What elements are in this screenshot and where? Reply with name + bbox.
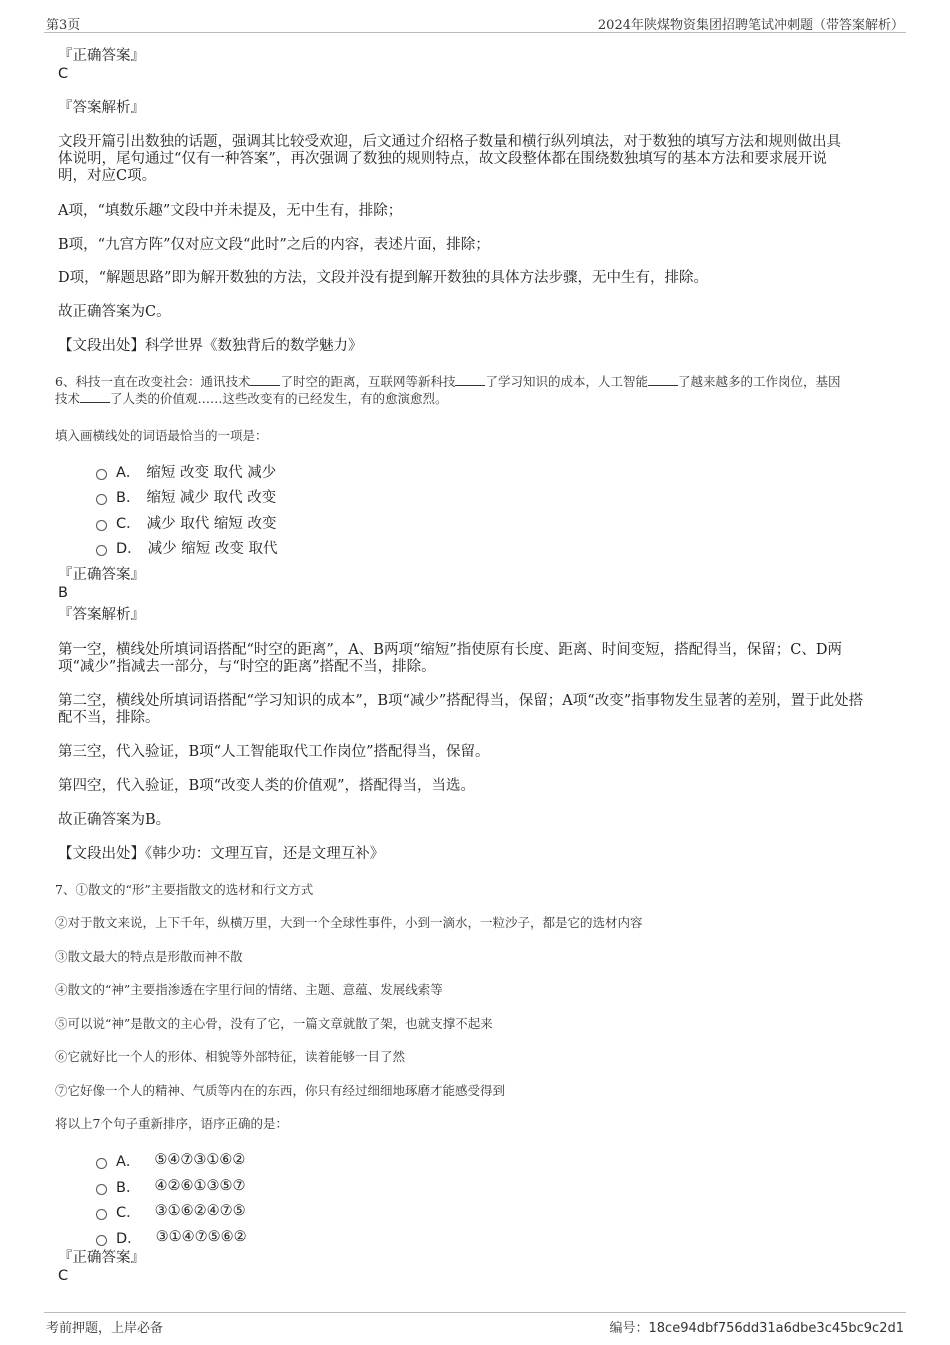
q7-option-a[interactable]: A． ⑤④⑦③①⑥②: [96, 1150, 245, 1170]
q5-analysis-option-d: D项，“解题思路”即为解开数独的方法，文段并没有提到解开数独的具体方法步骤，无中生有，排除。: [58, 270, 708, 286]
document-title: 2024年陕煤物资集团招聘笔试冲刺题（带答案解析）: [597, 18, 904, 33]
q6-analysis-blank3: 第三空，代入验证，B项“人工智能取代工作岗位”搭配得当，保留。: [58, 744, 490, 760]
q6-answer: B: [58, 585, 68, 601]
blank: [455, 373, 485, 386]
q6-prompt: 填入画横线处的词语最恰当的一项是：: [55, 428, 268, 443]
blank: [648, 373, 678, 386]
q6-option-c[interactable]: C． 减少 取代 缩短 改变: [96, 512, 276, 532]
q7-sentence-7: ⑦它好像一个人的精神、气质等内在的东西，你只有经过细细地琢磨才能感受得到: [55, 1083, 506, 1098]
q5-source: [58, 338, 888, 355]
document-code: 编号：18ce94dbf756dd31a6dbe3c45bc9c2d1: [609, 1321, 904, 1336]
q7-option-d[interactable]: D． ③①④⑦⑤⑥②: [96, 1227, 247, 1247]
correct-answer-label: 『正确答案』: [58, 48, 145, 64]
q6-analysis-blank1: 第一空，横线处所填词语搭配“时空的距离”，A、B两项“缩短”指使原有长度、距离、时间变短，搭配得当，保留；C、D两 项“减少”指减去一部分，与“时空的距离”搭配不当，排除。: [58, 642, 842, 675]
q7-answer: C: [58, 1268, 69, 1284]
radio-icon[interactable]: [96, 494, 107, 505]
q5-analysis-option-a: A项，“填数乐趣”文段中并未提及，无中生有，排除；: [58, 203, 403, 219]
blank: [80, 390, 110, 403]
q6-source-text: 《韩少功：文理互盲，还是文理互补》: [145, 846, 385, 862]
radio-icon[interactable]: [96, 1235, 107, 1246]
correct-answer-label: 『正确答案』: [58, 1250, 145, 1266]
footer-slogan: 考前押题，上岸必备: [46, 1321, 164, 1336]
q5-analysis-para: 文段开篇引出数独的话题，强调其比较受欢迎，后文通过介绍格子数量和横行纵列填法，对于数独的填写方法和规则做出具 体说明，尾句通过“仅有一种答案”，再次强调了数独的规则特点，故文段整体都在围绕数独填写的基本方法和要求展开说 明，对应C项。: [58, 134, 841, 184]
correct-answer-label: 『正确答案』: [58, 567, 145, 583]
q6-analysis-blank4: 第四空，代入验证，B项“改变人类的价值观”，搭配得当，当选。: [58, 778, 475, 794]
q7-sentence-2: ②对于散文来说，上下千年，纵横万里，大到一个全球性事件，小到一滴水，一粒沙子，都是它的选材内容: [55, 915, 643, 930]
q7-option-c[interactable]: C． ③①⑥②④⑦⑤: [96, 1201, 246, 1221]
q6-conclusion: 故正确答案为B。: [58, 812, 171, 828]
radio-icon[interactable]: [96, 1184, 107, 1195]
q5-conclusion: 故正确答案为C。: [58, 304, 171, 320]
radio-icon[interactable]: [96, 469, 107, 480]
q7-sentence-4: ④散文的“神”主要指渗透在字里行间的情绪、主题、意蕴、发展线索等: [55, 982, 443, 997]
page-footer: [44, 1312, 906, 1335]
q6-analysis-blank2: 第二空，横线处所填词语搭配“学习知识的成本”，B项“减少”搭配得当，保留；A项“改变”指事物发生显著的差别，置于此处搭 配不当，排除。: [58, 693, 864, 726]
q6-option-b[interactable]: B． 缩短 减少 取代 改变: [96, 486, 276, 506]
radio-icon[interactable]: [96, 520, 107, 531]
q5-source-text: 科学世界《数独背后的数学魅力》: [145, 338, 363, 354]
source-label: 【文段出处】: [58, 846, 145, 862]
blank: [250, 373, 280, 386]
page-header: [44, 12, 906, 33]
source-label: 【文段出处】: [58, 338, 145, 354]
radio-icon[interactable]: [96, 1158, 107, 1169]
q7-sentence-6: ⑥它就好比一个人的形体、相貌等外部特征，读着能够一目了然: [55, 1049, 406, 1064]
analysis-label: 『答案解析』: [58, 100, 145, 116]
q7-sentence-1: 7、①散文的“形”主要指散文的选材和行文方式: [55, 882, 314, 897]
analysis-label: 『答案解析』: [58, 607, 145, 623]
q5-analysis-option-b: B项，“九宫方阵”仅对应文段“此时”之后的内容，表述片面，排除；: [58, 237, 490, 253]
q7-sentence-3: ③散文最大的特点是形散而神不散: [55, 949, 243, 964]
q6-source: [58, 846, 888, 863]
page-number: 第3页: [46, 18, 81, 33]
radio-icon[interactable]: [96, 545, 107, 556]
q6-option-d[interactable]: D． 减少 缩短 改变 取代: [96, 537, 278, 557]
q7-prompt: 将以上7个句子重新排序，语序正确的是：: [55, 1116, 288, 1131]
q7-option-b[interactable]: B． ④②⑥①③⑤⑦: [96, 1176, 245, 1196]
radio-icon[interactable]: [96, 1209, 107, 1220]
q6-stem: 6、科技一直在改变社会：通讯技术 了时空的距离，互联网等新科技 了学习知识的成本，人工智能 了越来越多的工作岗位，基因 技术 了人类的价值观……这些改变有的已经发生，有的愈演愈烈。: [55, 374, 841, 406]
q6-option-a[interactable]: A． 缩短 改变 取代 减少: [96, 461, 276, 481]
q5-answer: C: [58, 66, 69, 82]
q7-sentence-5: ⑤可以说“神”是散文的主心骨，没有了它，一篇文章就散了架，也就支撑不起来: [55, 1016, 493, 1031]
